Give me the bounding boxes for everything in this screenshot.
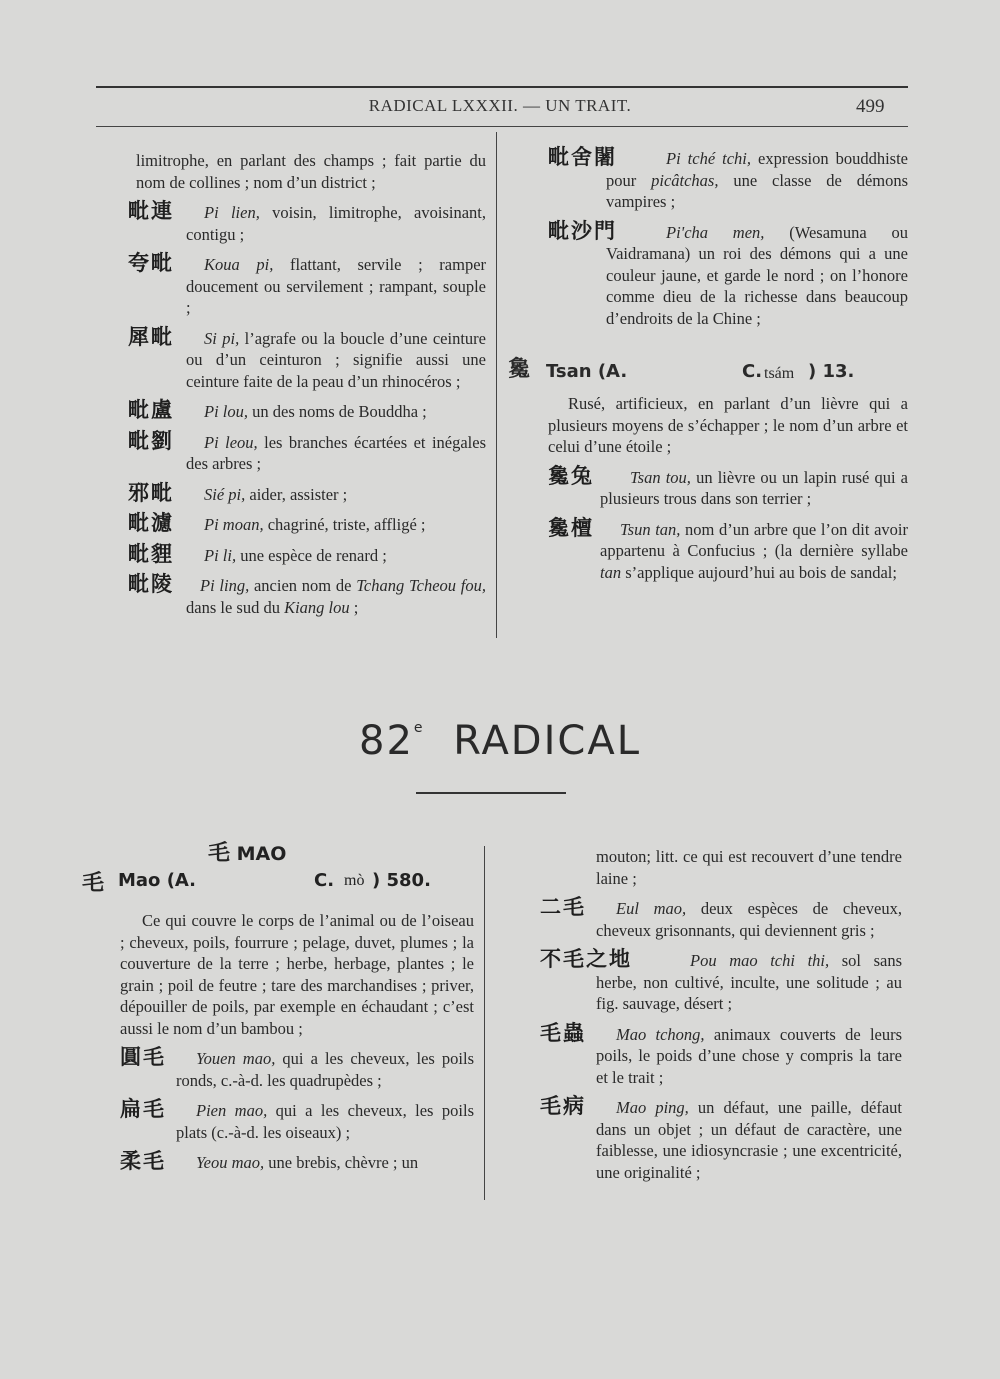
place-name: Tchang Tcheou fou, bbox=[356, 576, 487, 595]
dictionary-entry bbox=[540, 1020, 903, 1089]
radical-name: MAO bbox=[236, 843, 287, 865]
radical-character: 毛 bbox=[208, 841, 231, 866]
definition: qui a les cheveux, les poils ronds, c.-à-d. les quadrupèdes ; bbox=[176, 1049, 474, 1090]
continuation-text: limitrophe, en parlant des champs ; fait partie du nom de collines ; nom d’un district ; bbox=[136, 151, 486, 192]
definition: les branches écartées et inégales des arbres ; bbox=[186, 432, 486, 473]
chinese-term: 夸毗 bbox=[128, 251, 174, 275]
chinese-term: 毗貍 bbox=[128, 541, 174, 566]
definition: expression bouddhiste pour bbox=[606, 149, 908, 190]
romanization: Koua pi, bbox=[204, 255, 274, 274]
dictionary-entry bbox=[128, 199, 486, 245]
romanization: Pi'cha men, bbox=[666, 222, 765, 242]
definition: une classe de démons vampires ; bbox=[606, 170, 909, 211]
romanization: Mao ping, bbox=[616, 1098, 689, 1117]
heading-number: 82 bbox=[359, 718, 414, 764]
head-character: 毛 bbox=[82, 871, 105, 896]
chinese-term: 毛蟲 bbox=[540, 1020, 586, 1045]
column-divider-bottom bbox=[484, 846, 485, 1200]
chinese-term: 毗沙門 bbox=[548, 218, 617, 243]
page-number: 499 bbox=[856, 96, 885, 117]
definition: l’agrafe ou la boucle d’une ceinture ou d’un ceinturon ; signifie aussi une ceinture faite de la peau d’un rhinocéros ; bbox=[186, 328, 486, 391]
romanization: Si pi, bbox=[204, 328, 240, 348]
chinese-term: 毗劉 bbox=[128, 428, 174, 453]
character-definition: Rusé, artificieux, en parlant d’un lièvre qui a plusieurs moyens de s’échapper ; le nom d’un arbre et celui d’une étoile ; bbox=[548, 394, 908, 456]
definition: ancien nom de bbox=[253, 576, 352, 595]
dictionary-entry bbox=[128, 324, 486, 393]
definition: flattant, servile ; ramper doucement ou servilement ; rampant, souple ; bbox=[186, 255, 487, 317]
column-divider-top bbox=[496, 132, 497, 638]
term: picâtchas, bbox=[651, 170, 719, 190]
definition: nom d’un arbre que l’on dit avoir appartenu à Confucius ; (la dernière syllabe bbox=[600, 519, 908, 560]
chinese-term: 毚兔 bbox=[548, 463, 594, 488]
head-romanization: Mao (A. bbox=[118, 870, 197, 891]
romanization: Mao tchong, bbox=[616, 1024, 705, 1044]
top-rule bbox=[96, 86, 908, 88]
running-title: RADICAL LXXXII. — UN TRAIT. bbox=[368, 96, 632, 115]
heading-rule bbox=[416, 792, 566, 794]
definition: aider, assister ; bbox=[249, 484, 348, 504]
definition: qui a les cheveux, les poils plats (c.-à-d. les oiseaux) ; bbox=[176, 1101, 474, 1142]
character-number: ) 580. bbox=[372, 870, 431, 891]
dictionary-entry bbox=[128, 511, 486, 536]
cantonese-label: C. bbox=[314, 870, 335, 891]
romanization: Pi lien, bbox=[204, 203, 260, 222]
chinese-term: 不毛之地 bbox=[540, 947, 632, 971]
definition: animaux couverts de leurs poils, le poids d’une chose y compris la tare et le trait ; bbox=[596, 1024, 903, 1087]
romanization: Tsun tan, bbox=[620, 519, 681, 539]
dictionary-entry bbox=[548, 218, 908, 330]
dictionary-entry bbox=[540, 1094, 902, 1183]
left-top-column bbox=[128, 150, 486, 627]
definition: un lièvre ou un lapin rusé qui a plusieurs trous dans son terrier ; bbox=[600, 467, 908, 508]
place-name: Kiang lou bbox=[284, 597, 350, 617]
romanization: Pien mao, bbox=[196, 1101, 268, 1120]
character-head bbox=[508, 357, 908, 387]
definition: dans le sud du bbox=[186, 597, 280, 617]
right-top-column bbox=[508, 145, 909, 592]
definition: une espèce de renard ; bbox=[240, 545, 387, 565]
dictionary-entry bbox=[548, 515, 908, 584]
character-head bbox=[82, 868, 482, 894]
romanization: Eul mao, bbox=[616, 899, 687, 918]
chinese-term: 柔毛 bbox=[120, 1149, 166, 1173]
romanization: Pi leou, bbox=[204, 432, 258, 452]
continuation-text: mouton; litt. ce qui est recouvert d’une tendre laine ; bbox=[596, 847, 902, 888]
chinese-term: 毗盧 bbox=[128, 398, 174, 422]
dictionary-entry bbox=[120, 1045, 474, 1091]
dictionary-entry bbox=[540, 947, 902, 1015]
chinese-term: 邪毗 bbox=[128, 480, 174, 505]
definition: sol sans herbe, non cultivé, inculte, une solitude ; au fig. sauvage, désert ; bbox=[596, 951, 902, 1013]
right-bottom-column bbox=[540, 846, 902, 1192]
chinese-term: 毛病 bbox=[540, 1094, 586, 1118]
chinese-term: 扁毛 bbox=[120, 1097, 166, 1121]
term: tan bbox=[600, 562, 622, 582]
head-character: 毚 bbox=[508, 357, 531, 382]
dictionary-entry bbox=[128, 398, 486, 423]
definition: chagriné, triste, affligé ; bbox=[267, 515, 426, 534]
radical-section-heading bbox=[0, 718, 1000, 764]
head-romanization: Tsan (A. bbox=[546, 361, 628, 382]
cantonese-pronunciation: mò bbox=[344, 872, 365, 889]
cantonese-label: C. bbox=[742, 361, 763, 382]
chinese-term: 犀毗 bbox=[128, 324, 174, 349]
dictionary-entry bbox=[128, 572, 487, 618]
character-definition: Ce qui couvre le corps de l’animal ou de l’oiseau ; cheveux, poils, fourrure ; pelage, duvet, plumes ; la couverture de la terre ; herbe, herbage, plantes ; le grain ; poil de feutre ; tare des marchandises ; priver, dépouiller de poils, par exemple en échaudant ; c’est aussi le nom d’un bambou ; bbox=[120, 911, 474, 1038]
definition: un défaut, une paille, défaut dans un objet ; un défaut de caractère, une faiblesse, une idiosyncrasie ; une excentricité, une originalité ; bbox=[596, 1098, 902, 1182]
header-rule bbox=[96, 126, 908, 127]
chinese-term: 二毛 bbox=[540, 895, 586, 919]
dictionary-entry bbox=[128, 480, 486, 506]
definition: deux espèces de cheveux, cheveux grisonnants, qui deviennent gris ; bbox=[596, 899, 902, 940]
dictionary-entry bbox=[540, 895, 902, 941]
romanization: Yeou mao, bbox=[196, 1153, 265, 1172]
character-number: ) 13. bbox=[808, 361, 855, 382]
romanization: Pou mao tchi thi, bbox=[690, 951, 830, 970]
dictionary-entry bbox=[128, 428, 486, 475]
definition: ; bbox=[353, 597, 359, 617]
definition: voisin, limitrophe, avoisinant, contigu ; bbox=[186, 203, 486, 244]
romanization: Tsan tou, bbox=[630, 467, 691, 487]
romanization: Pi li, bbox=[204, 545, 237, 565]
romanization: Sié pi, bbox=[204, 484, 246, 504]
cantonese-pronunciation: tsám bbox=[764, 365, 795, 382]
definition: s’applique aujourd’hui au bois de sandal; bbox=[625, 562, 897, 582]
chinese-term: 毗濾 bbox=[128, 511, 174, 535]
romanization: Pi moan, bbox=[204, 515, 264, 534]
heading-word: RADICAL bbox=[453, 718, 641, 764]
romanization: Youen mao, bbox=[196, 1049, 276, 1068]
romanization: Pi lou, bbox=[204, 402, 248, 421]
romanization: Pi tché tchi, bbox=[666, 149, 752, 168]
chinese-term: 毚檀 bbox=[548, 515, 594, 540]
chinese-term: 毗連 bbox=[128, 199, 174, 223]
dictionary-entry bbox=[120, 1149, 474, 1174]
definition: un des noms de Bouddha ; bbox=[252, 402, 427, 421]
definition: (Wesamuna ou Vaidramana) un roi des démons qui a une couleur jaune, et garde le nord ; on l’honore comme dieu de la richesse dans beaucoup d’endroits de la Chine ; bbox=[606, 222, 908, 328]
radical-title bbox=[208, 836, 286, 867]
chinese-term: 毗舍闍 bbox=[548, 145, 617, 169]
dictionary-entry bbox=[120, 1097, 474, 1143]
definition: une brebis, chèvre ; un bbox=[268, 1153, 419, 1172]
dictionary-entry bbox=[548, 463, 908, 510]
left-bottom-column bbox=[120, 910, 474, 1183]
romanization: Pi ling, bbox=[200, 576, 250, 595]
heading-superscript: e bbox=[413, 720, 425, 736]
dictionary-entry bbox=[548, 145, 909, 213]
chinese-term: 毗陵 bbox=[128, 572, 174, 596]
dictionary-entry bbox=[128, 541, 486, 567]
dictionary-entry bbox=[128, 251, 487, 319]
chinese-term: 圓毛 bbox=[120, 1045, 166, 1069]
